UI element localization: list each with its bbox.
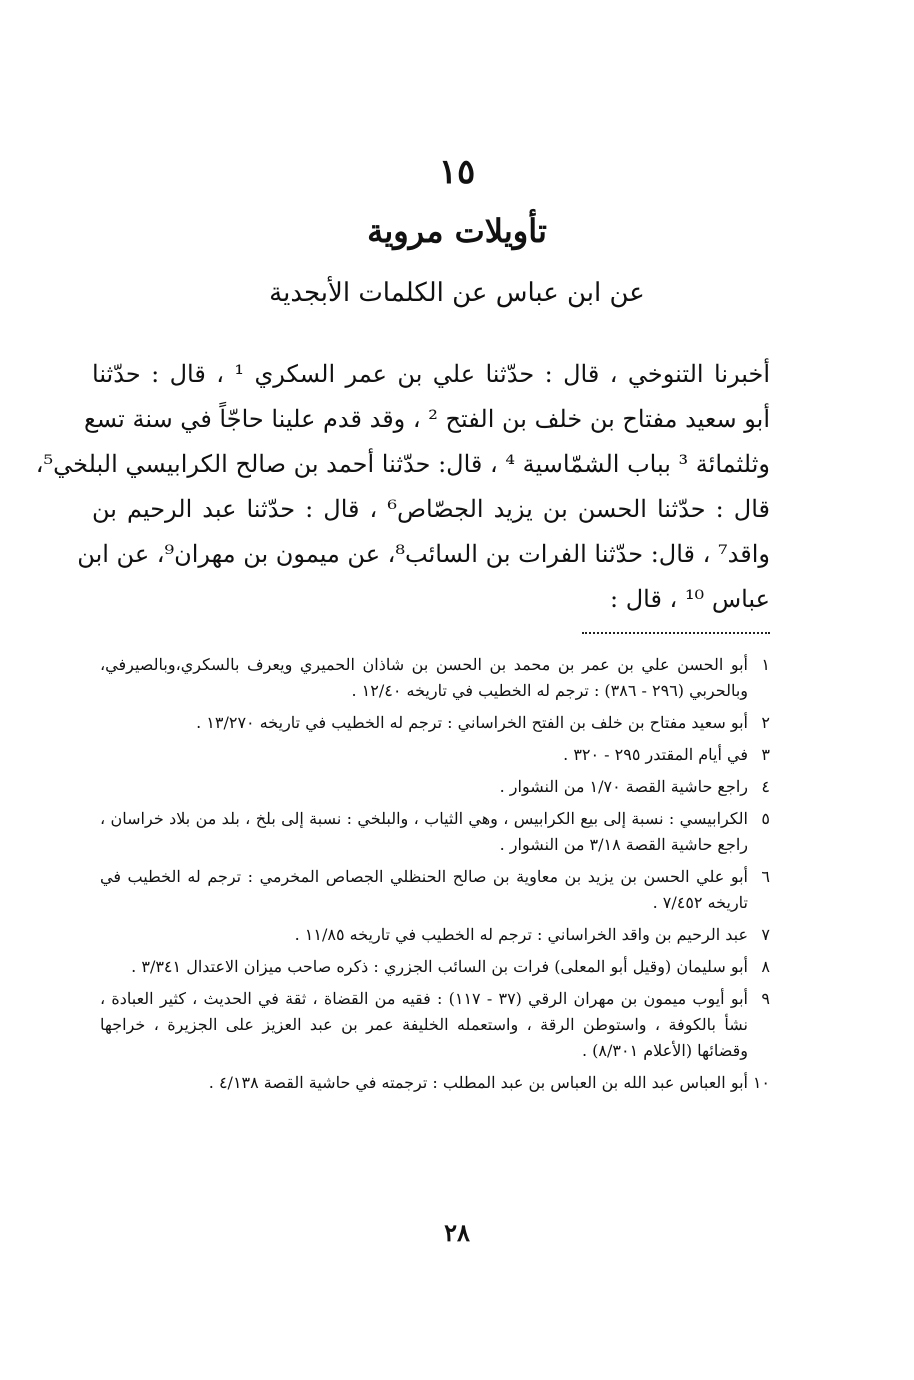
page-number: ٢٨ [444, 1218, 470, 1247]
footnote-text: أبو الحسن علي بن عمر بن محمد بن الحسن بن شاذان الحميري ويعرف بالسكري،وبالصيرفي، وبالحربي (٢٩٦ - ٣٨٦) : ترجم له الخطيب في تاريخه ١٢/٤٠ . [100, 655, 749, 700]
footnote [100, 1070, 770, 1096]
body-line: عباس ¹⁰ ، قال : [609, 585, 770, 613]
footnote [100, 922, 770, 948]
footnote [100, 710, 770, 736]
footnote [100, 774, 770, 800]
body-line: واقد⁷ ، قال: حدّثنا الفرات بن السائب⁸، عن ميمون بن مهران⁹، عن ابن [77, 540, 770, 568]
footnote [100, 986, 770, 1064]
main-text [35, 352, 770, 622]
footnotes [100, 652, 770, 1102]
footnote-text: أبو سليمان (وقيل أبو المعلى) فرات بن السائب الجزري : ذكره صاحب ميزان الاعتدال ٣/٣٤١ . [131, 957, 748, 976]
footnote [100, 652, 770, 704]
footnote [100, 806, 770, 858]
page-title: تأويلات مروية [367, 212, 547, 250]
footnote-number: ٩ [761, 989, 770, 1008]
body-line: وثلثمائة ³ بباب الشمّاسية ⁴ ، قال: حدّثنا أحمد بن صالح الكرابيسي البلخي⁵، [35, 450, 770, 478]
footnote-number: ٢ [761, 713, 770, 732]
footnote-text: الكرابيسي : نسبة إلى بيع الكرابيس ، وهي الثياب ، والبلخي : نسبة إلى بلخ ، بلد من بلاد خراسان ، راجع حاشية القصة ٣/١٨ من النشوار . [100, 809, 748, 854]
footnote-text: راجع حاشية القصة ١/٧٠ من النشوار . [499, 777, 748, 796]
footnote [100, 954, 770, 980]
footnote-number: ٤ [761, 777, 770, 796]
footnote-text: أبو أيوب ميمون بن مهران الرقي (٣٧ - ١١٧) : فقيه من القضاة ، ثقة في الحديث ، كثير العبادة ، نشأ بالكوفة ، واستوطن الرقة ، واستعمله الخليفة عمر بن عبد العزيز على الجزيرة ، خراجها وقضائها (الأعلام ٨/٣٠١) . [100, 989, 749, 1060]
footnote-text: عبد الرحيم بن واقد الخراساني : ترجم له الخطيب في تاريخه ١١/٨٥ . [294, 925, 748, 944]
footnote-text: أبو علي الحسن بن يزيد بن معاوية بن صالح الحنظلي الجصاص المخرمي : ترجم له الخطيب في تاريخه ٧/٤٥٢ . [100, 867, 748, 912]
footnote-number: ١٠ [752, 1073, 770, 1092]
footnote-number: ٧ [761, 925, 770, 944]
footnote-divider [582, 632, 770, 634]
footnote-number: ٥ [761, 809, 770, 828]
body-line: أخبرنا التنوخي ، قال : حدّثنا علي بن عمر السكري ¹ ، قال : حدّثنا [92, 360, 770, 388]
footnote [100, 742, 770, 768]
footnote-text: أبو سعيد مفتاح بن خلف بن الفتح الخراساني : ترجم له الخطيب في تاريخه ١٣/٢٧٠ . [196, 713, 748, 732]
body-line: أبو سعيد مفتاح بن خلف بن الفتح ² ، وقد قدم علينا حاجّاً في سنة تسع [83, 405, 770, 433]
footnote-text: في أيام المقتدر ٢٩٥ - ٣٢٠ . [563, 745, 748, 764]
footnote-number: ١ [761, 655, 770, 674]
story-number: ١٥ [438, 152, 476, 192]
footnote-number: ٣ [761, 745, 770, 764]
body-line: قال : حدّثنا الحسن بن يزيد الجصّاص⁶ ، قال : حدّثنا عبد الرحيم بن [92, 495, 770, 523]
footnote [100, 864, 770, 916]
footnote-text: أبو العباس عبد الله بن العباس بن عبد المطلب : ترجمته في حاشية القصة ٤/١٣٨ . [208, 1073, 748, 1092]
page-subtitle: عن ابن عباس عن الكلمات الأبجدية [269, 278, 645, 308]
footnote-number: ٦ [761, 867, 770, 886]
footnote-number: ٨ [761, 957, 770, 976]
